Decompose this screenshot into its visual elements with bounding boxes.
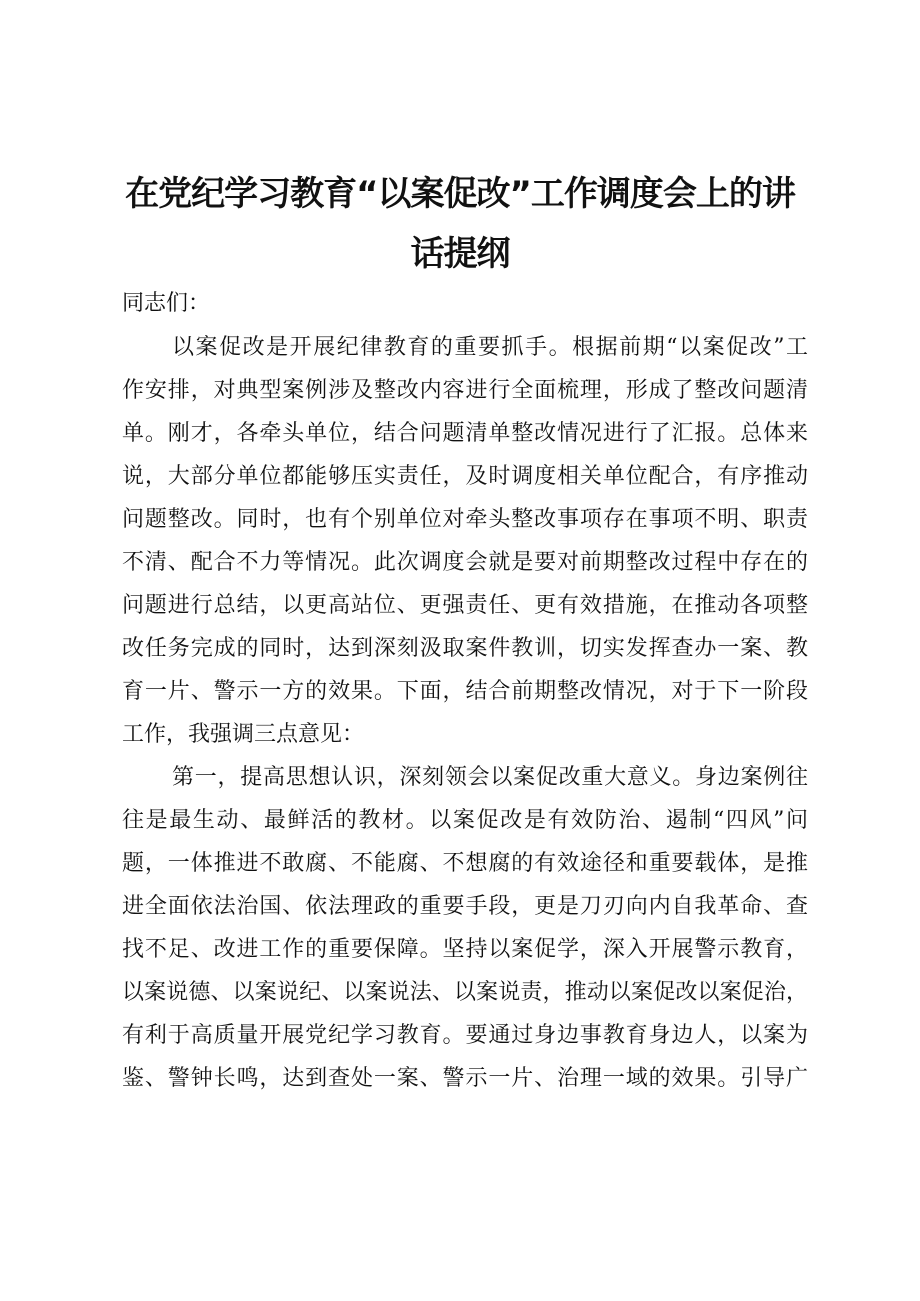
paragraph-line: 工作，我强调三点意见： bbox=[122, 722, 365, 747]
paragraph-line: 改任务完成的同时，达到深刻汲取案件教训，切实发挥查办一案、教 bbox=[122, 636, 808, 661]
paragraph-line: 育一片、警示一方的效果。下面，结合前期整改情况，对于下一阶段 bbox=[122, 679, 808, 704]
paragraph-line: 问题整改。同时，也有个别单位对牵头整改事项存在事项不明、职责 bbox=[122, 507, 808, 532]
paragraph-line: 以案说德、以案说纪、以案说法、以案说责，推动以案促改以案促治， bbox=[122, 980, 808, 1005]
salutation: 同志们： bbox=[122, 291, 211, 316]
paragraph-line: 题，一体推进不敢腐、不能腐、不想腐的有效途径和重要载体，是推 bbox=[122, 851, 808, 876]
paragraph-line: 有利于高质量开展党纪学习教育。要通过身边事教育身边人，以案为 bbox=[122, 1023, 808, 1048]
paragraph-line: 说，大部分单位都能够压实责任，及时调度相关单位配合，有序推动 bbox=[122, 464, 808, 489]
paragraph-line: 作安排，对典型案例涉及整改内容进行全面梳理，形成了整改问题清 bbox=[122, 378, 808, 403]
document-title-line-2: 话提纲 bbox=[410, 234, 510, 274]
paragraph-line: 进全面依法治国、依法理政的重要手段，更是刀刃向内自我革命、查 bbox=[122, 894, 808, 919]
paragraph-line: 单。刚才，各牵头单位，结合问题清单整改情况进行了汇报。总体来 bbox=[122, 421, 808, 446]
paragraph-line: 找不足、改进工作的重要保障。坚持以案促学，深入开展警示教育， bbox=[122, 937, 808, 962]
paragraph-line: 问题进行总结，以更高站位、更强责任、更有效措施，在推动各项整 bbox=[122, 593, 808, 618]
paragraph-line: 第一，提高思想认识，深刻领会以案促改重大意义。身边案例往 bbox=[172, 765, 808, 790]
paragraph-line: 以案促改是开展纪律教育的重要抓手。根据前期“以案促改”工 bbox=[172, 335, 808, 360]
paragraph-line: 不清、配合不力等情况。此次调度会就是要对前期整改过程中存在的 bbox=[122, 550, 808, 575]
paragraph-line: 往是最生动、最鲜活的教材。以案促改是有效防治、遏制“四风”问 bbox=[122, 808, 808, 833]
paragraph-line: 鉴、警钟长鸣，达到查处一案、警示一片、治理一域的效果。引导广 bbox=[122, 1066, 808, 1091]
document-title-line-1: 在党纪学习教育“以案促改”工作调度会上的讲 bbox=[125, 174, 795, 214]
